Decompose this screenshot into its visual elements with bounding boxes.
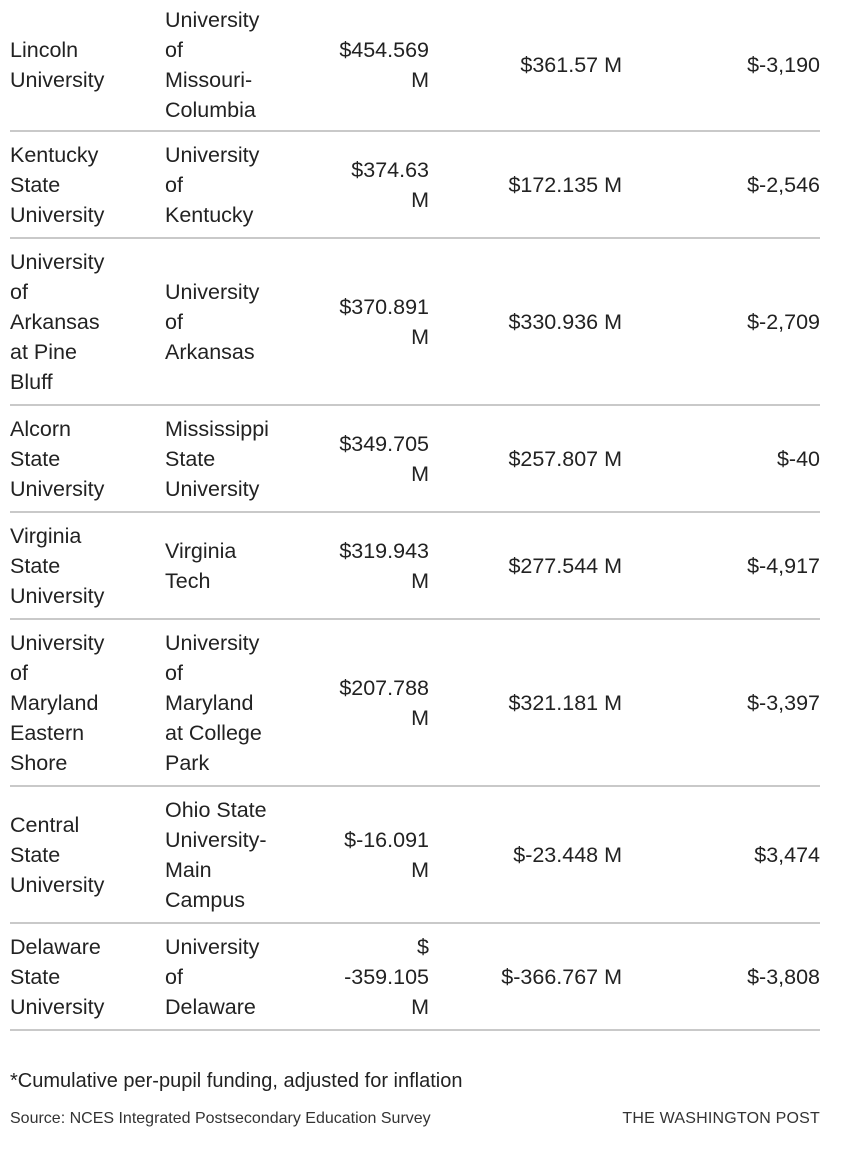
value-cell: $374.63 M <box>351 157 429 212</box>
hbcu-name-cell: Delaware State University <box>10 934 105 1019</box>
value-cell: $454.569 M <box>339 38 429 92</box>
hbcu-name-cell: Central State University <box>10 812 105 897</box>
value-cell: $172.135 M <box>508 172 622 197</box>
value-cell: $207.788 M <box>339 675 429 730</box>
hbcu-name-cell: Kentucky State University <box>10 142 105 227</box>
value-cell: $-3,190 <box>747 53 820 77</box>
value-cell: $-366.767 M <box>501 964 622 989</box>
value-cell: $-23.448 M <box>513 842 622 867</box>
value-cell: $277.544 M <box>508 553 622 578</box>
value-cell: $3,474 <box>754 842 820 867</box>
flagship-name-cell: Virginia Tech <box>165 538 237 593</box>
table-row <box>10 513 820 620</box>
value-cell: $-4,917 <box>747 553 820 578</box>
table-row <box>10 787 820 924</box>
hbcu-name-cell: Virginia State University <box>10 523 105 608</box>
table-row <box>10 239 820 406</box>
table-row <box>10 406 820 513</box>
table-row <box>10 620 820 787</box>
hbcu-name-cell: Alcorn State University <box>10 416 105 501</box>
funding-table <box>10 0 820 1031</box>
flagship-name-cell: Ohio State University- Main Campus <box>165 797 267 912</box>
value-cell: $-2,709 <box>747 309 820 334</box>
value-cell: $-16.091 M <box>344 827 429 882</box>
table-row <box>10 924 820 1031</box>
value-cell: $321.181 M <box>508 690 622 715</box>
hbcu-name-cell: Lincoln University <box>10 38 105 92</box>
flagship-name-cell: University of Delaware <box>165 934 260 1019</box>
footnote: *Cumulative per-pupil funding, adjusted for inflation <box>10 1070 463 1092</box>
value-cell: $319.943 M <box>339 538 429 593</box>
flagship-name-cell: University of Missouri- Columbia <box>165 8 260 122</box>
value-cell: $-2,546 <box>747 172 820 197</box>
value-cell: $ -359.105 M <box>344 934 429 1019</box>
source-line: Source: NCES Integrated Postsecondary Education Survey <box>10 1110 431 1127</box>
flagship-name-cell: Mississippi State University <box>165 416 269 501</box>
flagship-name-cell: University of Kentucky <box>165 142 260 227</box>
value-cell: $-40 <box>776 446 820 471</box>
value-cell: $-3,808 <box>747 964 820 989</box>
value-cell: $370.891 M <box>339 294 429 349</box>
table-row <box>10 132 820 239</box>
table-row <box>10 0 820 132</box>
hbcu-name-cell: University of Maryland Eastern Shore <box>10 630 105 775</box>
value-cell: $361.57 M <box>520 53 622 77</box>
value-cell: $330.936 M <box>508 309 622 334</box>
value-cell: $257.807 M <box>508 446 622 471</box>
flagship-name-cell: University of Arkansas <box>165 279 260 364</box>
hbcu-name-cell: University of Arkansas at Pine Bluff <box>10 249 105 394</box>
value-cell: $349.705 M <box>339 431 429 486</box>
flagship-name-cell: University of Maryland at College Park <box>165 630 262 775</box>
publisher-credit: THE WASHINGTON POST <box>622 1110 820 1127</box>
value-cell: $-3,397 <box>747 690 820 715</box>
